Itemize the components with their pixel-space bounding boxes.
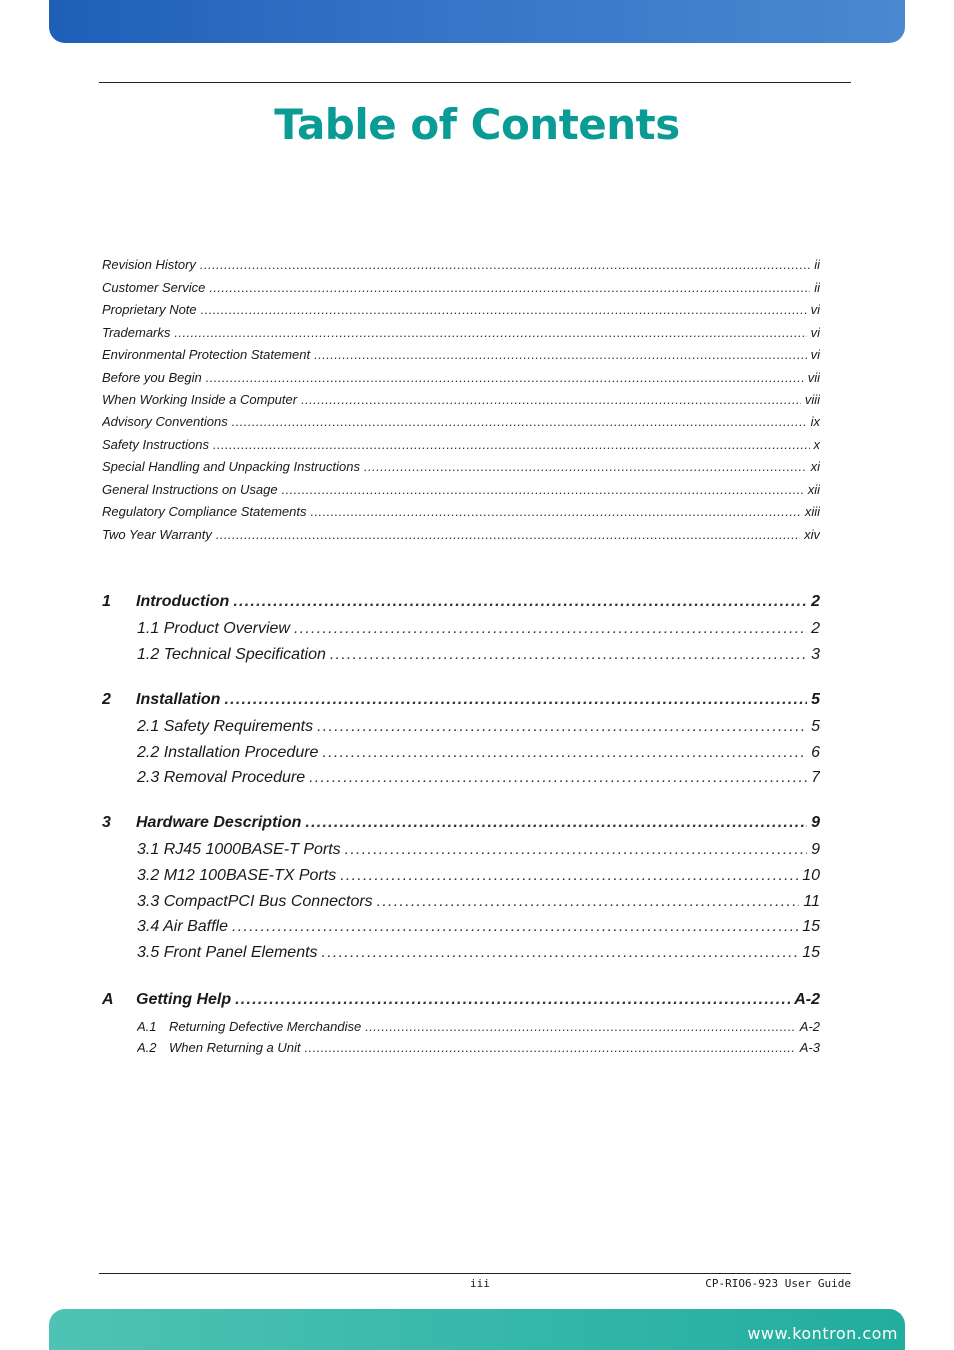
section-page: 2	[811, 620, 820, 637]
section-label: 3.1 RJ45 1000BASE-T Ports	[137, 841, 341, 858]
section-page: 3	[811, 646, 820, 663]
chapter-number: 1	[102, 593, 111, 610]
dot-leader	[200, 257, 810, 272]
toc-entry-page: xiv	[804, 527, 820, 542]
chapter-number: A	[102, 991, 114, 1008]
toc-entry-page: vi	[810, 325, 820, 340]
toc-entry-proprietary-note[interactable]	[102, 302, 820, 317]
toc-entry-label: Two Year Warranty	[102, 527, 212, 542]
toc-entry-working-inside[interactable]	[102, 392, 820, 407]
section-label: 2.2 Installation Procedure	[137, 744, 319, 761]
dot-leader	[311, 504, 801, 519]
section-label: 3.2 M12 100BASE-TX Ports	[137, 867, 337, 884]
chapter-label: Introduction	[136, 593, 230, 610]
toc-section-a-2[interactable]	[137, 1040, 820, 1055]
toc-entry-label: Special Handling and Unpacking Instructions	[102, 459, 360, 474]
toc-appendix-a[interactable]	[102, 991, 820, 1009]
chapter-page: 5	[811, 691, 820, 708]
toc-entry-trademarks[interactable]	[102, 325, 820, 340]
chapter-page: A-2	[794, 991, 820, 1008]
toc-entry-page: xii	[807, 482, 820, 497]
toc-entry-page: x	[813, 437, 820, 452]
toc-entry-page: vi	[810, 302, 820, 317]
section-page: 15	[802, 918, 820, 935]
toc-entry-environmental[interactable]	[102, 347, 820, 362]
section-number: A.1	[137, 1019, 157, 1034]
dot-leader	[282, 482, 804, 497]
dot-leader	[201, 302, 807, 317]
dot-leader	[232, 414, 807, 429]
dot-leader	[301, 392, 801, 407]
chapter-label: Hardware Description	[136, 814, 302, 831]
toc-entry-general-usage[interactable]	[102, 482, 820, 497]
section-label: 2.1 Safety Requirements	[137, 718, 314, 735]
dot-leader	[232, 918, 798, 936]
chapter-number: 2	[102, 691, 111, 708]
section-page: 11	[803, 893, 820, 910]
dot-leader	[330, 646, 807, 664]
toc-entry-label: Regulatory Compliance Statements	[102, 504, 307, 519]
section-page: 6	[811, 744, 820, 761]
dot-leader	[235, 991, 790, 1009]
page-title: Table of Contents	[274, 100, 680, 149]
chapter-label: Getting Help	[136, 991, 232, 1008]
toc-section-3-5[interactable]	[137, 944, 820, 962]
dot-leader	[216, 527, 800, 542]
toc-chapter-2[interactable]	[102, 691, 820, 709]
section-label: Returning Defective Merchandise	[169, 1019, 362, 1034]
toc-entry-page: xiii	[804, 504, 820, 519]
toc-entry-page: vi	[810, 347, 820, 362]
toc-entry-page: ix	[810, 414, 820, 429]
toc-chapter-1[interactable]	[102, 593, 820, 611]
toc-section-1-1[interactable]	[137, 620, 820, 638]
toc-entry-regulatory[interactable]	[102, 504, 820, 519]
section-label: 1.2 Technical Specification	[137, 646, 326, 663]
footer-rule	[99, 1273, 851, 1274]
dot-leader	[340, 867, 798, 885]
toc-section-3-2[interactable]	[137, 867, 820, 885]
toc-entry-label: When Working Inside a Computer	[102, 392, 298, 407]
section-label: 3.3 CompactPCI Bus Connectors	[137, 893, 373, 910]
dot-leader	[309, 769, 807, 787]
section-page: 10	[802, 867, 820, 884]
section-label: 3.4 Air Baffle	[137, 918, 229, 935]
section-page: A-3	[799, 1040, 820, 1055]
toc-section-3-4[interactable]	[137, 918, 820, 936]
section-page: 5	[811, 718, 820, 735]
section-page: 15	[802, 944, 820, 961]
chapter-label: Installation	[136, 691, 221, 708]
toc-entry-label: Revision History	[102, 257, 196, 272]
dot-leader	[224, 691, 807, 709]
section-number: A.2	[137, 1040, 157, 1055]
section-label: 1.1 Product Overview	[137, 620, 290, 637]
dot-leader	[345, 841, 807, 859]
toc-entry-warranty[interactable]	[102, 527, 820, 542]
toc-entry-label: General Instructions on Usage	[102, 482, 278, 497]
toc-section-2-1[interactable]	[137, 718, 820, 736]
toc-entry-label: Trademarks	[102, 325, 171, 340]
dot-leader	[322, 944, 799, 962]
toc-section-2-3[interactable]	[137, 769, 820, 787]
toc-entry-page: ii	[814, 280, 820, 295]
toc-entry-page: vii	[807, 370, 820, 385]
dot-leader	[322, 744, 807, 762]
toc-entry-special-handling[interactable]	[102, 459, 820, 474]
toc-entry-label: Proprietary Note	[102, 302, 197, 317]
toc-entry-revision-history[interactable]	[102, 257, 820, 272]
toc-entry-page: viii	[804, 392, 820, 407]
section-label: When Returning a Unit	[169, 1040, 301, 1055]
toc-entry-advisory[interactable]	[102, 414, 820, 429]
toc-entry-label: Before you Begin	[102, 370, 202, 385]
dot-leader	[305, 814, 807, 832]
dot-leader	[317, 718, 807, 736]
header-rule	[99, 82, 851, 83]
toc-section-a-1[interactable]	[137, 1019, 820, 1034]
toc-section-1-2[interactable]	[137, 646, 820, 664]
dot-leader	[233, 593, 807, 611]
chapter-number: 3	[102, 814, 111, 831]
dot-leader	[213, 437, 810, 452]
dot-leader	[294, 620, 807, 638]
section-page: 9	[811, 841, 820, 858]
toc-section-2-2[interactable]	[137, 744, 820, 762]
footer-page-number: iii	[470, 1277, 490, 1290]
section-label: 2.3 Removal Procedure	[137, 769, 306, 786]
footer-doc-title: CP-RIO6-923 User Guide	[705, 1277, 851, 1290]
footer-url-link[interactable]: www.kontron.com	[747, 1324, 898, 1343]
toc-entry-label: Advisory Conventions	[102, 414, 228, 429]
section-page: 7	[811, 769, 820, 786]
toc-entry-before-you-begin[interactable]	[102, 370, 820, 385]
chapter-page: 9	[811, 814, 820, 831]
section-page: A-2	[799, 1019, 820, 1034]
toc-section-3-3[interactable]	[137, 893, 820, 911]
dot-leader	[314, 347, 807, 362]
toc-entry-label: Environmental Protection Statement	[102, 347, 311, 362]
dot-leader	[365, 1019, 796, 1034]
toc-section-3-1[interactable]	[137, 841, 820, 859]
dot-leader	[364, 459, 807, 474]
toc-entry-customer-service[interactable]	[102, 280, 820, 295]
section-label: 3.5 Front Panel Elements	[137, 944, 318, 961]
toc-entry-page: xi	[810, 459, 820, 474]
toc-entry-label: Customer Service	[102, 280, 206, 295]
dot-leader	[377, 893, 800, 911]
toc-chapter-3[interactable]	[102, 814, 820, 832]
dot-leader	[305, 1040, 796, 1055]
dot-leader	[206, 370, 804, 385]
toc-entry-label: Safety Instructions	[102, 437, 209, 452]
dot-leader	[209, 280, 810, 295]
dot-leader	[174, 325, 806, 340]
header-band	[49, 0, 905, 43]
toc-entry-page: ii	[814, 257, 820, 272]
toc-entry-safety[interactable]	[102, 437, 820, 452]
chapter-page: 2	[811, 593, 820, 610]
